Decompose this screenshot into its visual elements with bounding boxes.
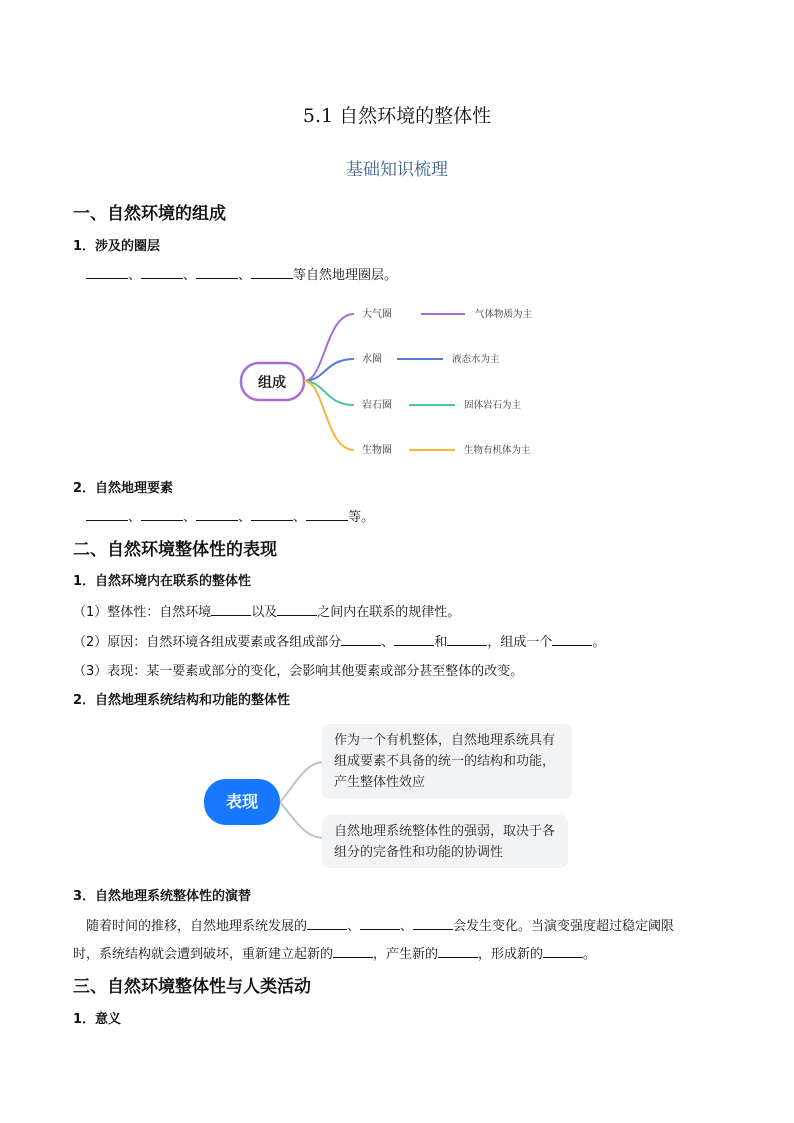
mindmap-center-label: 组成 [258,375,286,391]
subsection-heading-2-1: 1．自然环境内在联系的整体性 [73,574,252,589]
succession-line-2: 时，系统结构就会遭到破坏，重新建立起新的 ，产生新的 ，形成新的 。 [73,943,596,962]
page-title: 5.1 自然环境的整体性 [302,105,492,127]
blank[interactable] [341,632,381,646]
subsection-heading-1-1: 1．涉及的圈层 [73,239,161,254]
integrity-line-2: （2）原因：自然环境各组成要素或各组成部分 、 和 ，组成一个 。 [73,631,605,650]
subsection-heading-1-2: 2．自然地理要素 [73,481,174,496]
blank[interactable] [141,265,183,279]
blank[interactable] [86,507,128,521]
section-heading-3: 三、自然环境整体性与人类活动 [73,977,311,997]
blank[interactable] [196,507,238,521]
subsection-heading-2-3: 3．自然地理系统整体性的演替 [73,889,252,904]
blank[interactable] [333,944,373,958]
subsection-heading-2-2: 2．自然地理系统结构和功能的整体性 [73,693,291,708]
blank[interactable] [552,632,592,646]
section-heading-1: 一、自然环境的组成 [73,204,226,224]
mindmap-center-node: 表现 [204,779,280,825]
succession-line-1: 随着时间的推移，自然地理系统发展的 、 、 会发生变化。当演变强度超过稳定阈限 [86,915,674,934]
leaf-label: 气体物质为主 [475,309,533,320]
blank[interactable] [277,602,317,616]
mindmap-box-2: 自然地理系统整体性的强弱，取决于各组分的完备性和功能的协调性 [322,815,568,868]
blank[interactable] [86,265,128,279]
elements-line: 、 、 、 、 等。 [86,506,374,525]
blank[interactable] [251,265,293,279]
branch-label: 大气圈 [362,309,392,320]
integrity-line-1: （1）整体性：自然环境 以及 之间内在联系的规律性。 [73,601,460,620]
branch-connector [280,762,324,802]
blank[interactable] [447,632,487,646]
branch-connector [280,802,324,838]
page-subtitle: 基础知识梳理 [346,160,448,180]
blank[interactable] [141,507,183,521]
branch-connector [304,314,354,381]
spheres-line: 、 、 、 等自然地理圈层。 [86,264,397,283]
leaf-label: 生物有机体为主 [464,445,531,456]
branch-label: 水圈 [362,354,382,365]
blank[interactable] [413,916,453,930]
blank[interactable] [196,265,238,279]
branch-label: 岩石圈 [362,400,392,411]
blank[interactable] [543,944,583,958]
subsection-heading-3-1: 1．意义 [73,1012,122,1027]
leaf-label: 固体岩石为主 [464,400,522,411]
blank[interactable] [211,602,251,616]
leaf-label: 液态水为主 [452,354,500,365]
blank[interactable] [306,507,348,521]
blank[interactable] [307,916,347,930]
mindmap-box-1: 作为一个有机整体，自然地理系统具有组成要素不具备的统一的结构和功能，产生整体性效应 [322,724,572,799]
branch-connector [304,381,354,450]
blank[interactable] [438,944,478,958]
blank[interactable] [394,632,434,646]
branch-label: 生物圈 [362,445,392,456]
spheres-mindmap [230,295,560,470]
integrity-line-3: （3）表现：某一要素或部分的变化，会影响其他要素或部分甚至整体的改变。 [73,664,524,679]
blank[interactable] [360,916,400,930]
section-heading-2: 二、自然环境整体性的表现 [73,540,277,560]
blank[interactable] [251,507,293,521]
